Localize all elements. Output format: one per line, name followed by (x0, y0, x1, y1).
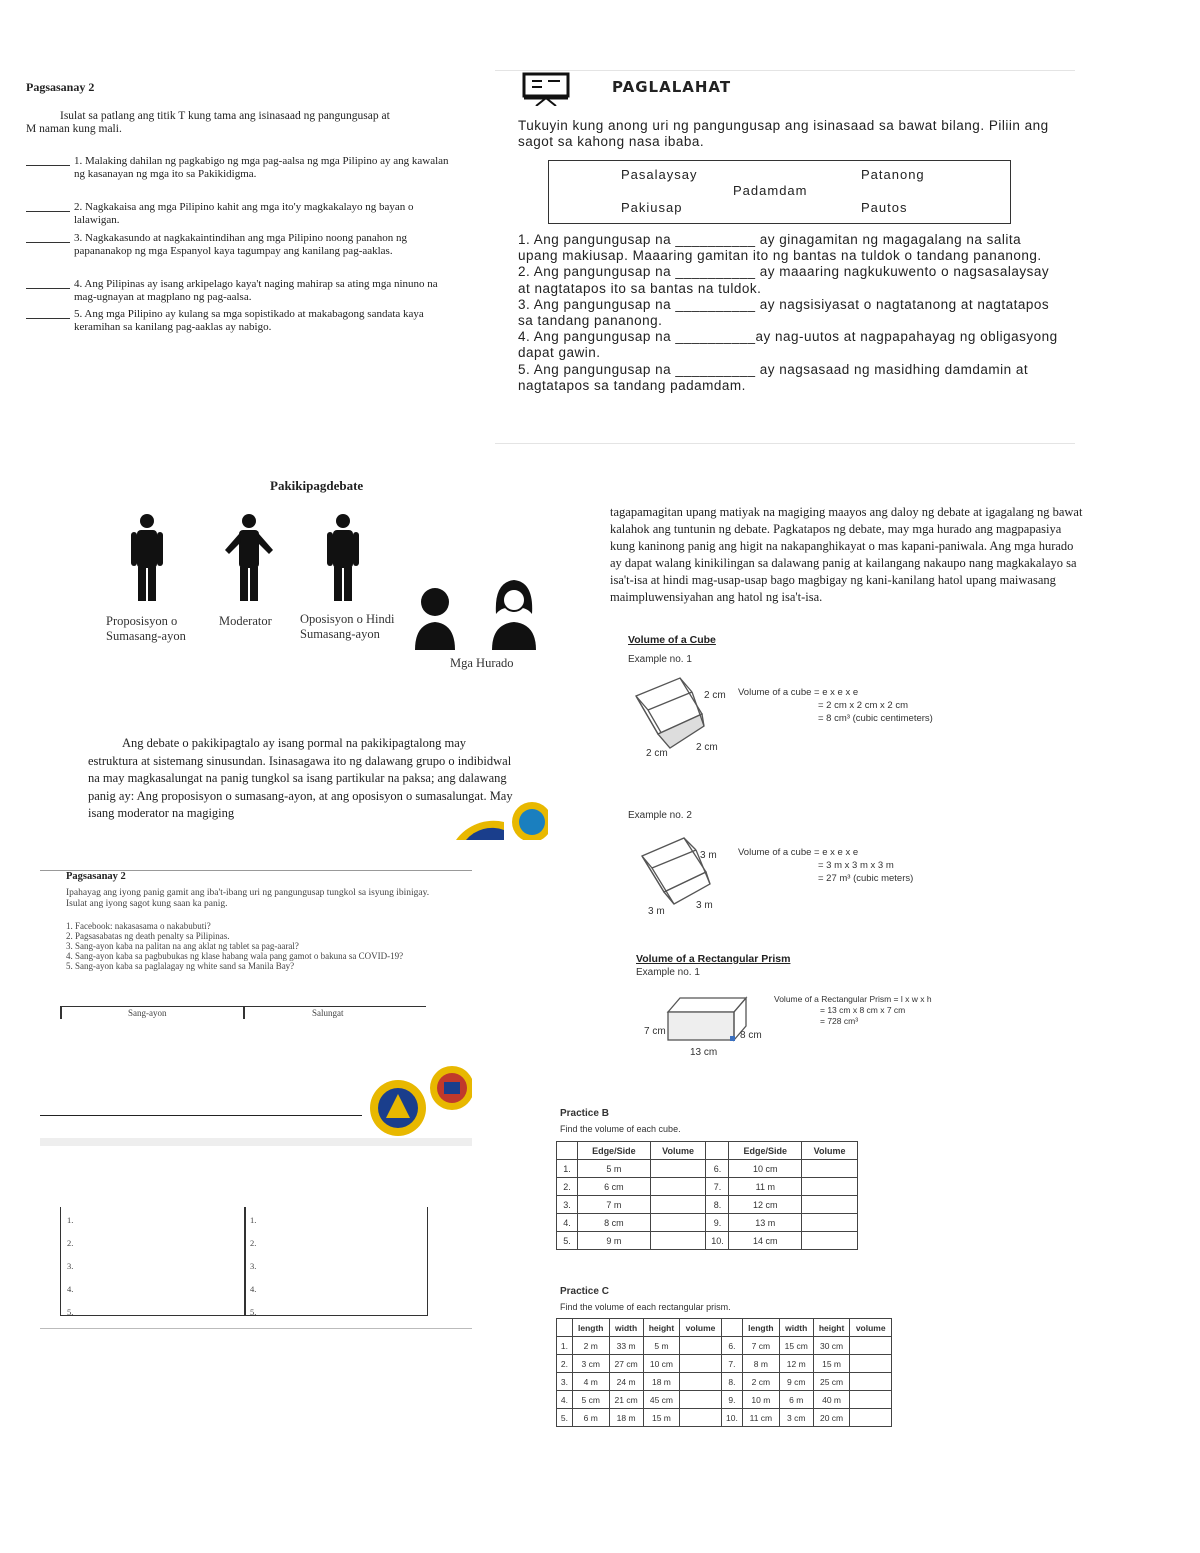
panel5-title: Pagsasanay 2 (66, 871, 126, 882)
issue-item: 2. Pagsasabatas ng death penalty sa Pilipinas. (66, 931, 230, 941)
col-sang-ayon: Sang-ayon (128, 1008, 167, 1018)
presentation-board-icon (520, 72, 576, 106)
example2-label: Example no. 2 (628, 810, 692, 821)
answer-cell[interactable] (680, 1409, 722, 1427)
practice-c-table (556, 1318, 892, 1427)
option-pasalaysay: Pasalaysay (621, 167, 698, 182)
answer-cell[interactable] (680, 1355, 722, 1373)
stance-answer-table (60, 1207, 428, 1316)
panel1-item: 4. Ang Pilipinas ay isang arkipelago kaya't naging mahirap sa ating mga ninuno na mag-ugnayan at magplano ng pag-aalsa. (26, 278, 456, 303)
practice-c-title: Practice C (560, 1286, 609, 1297)
ex2-dim: 3 m (648, 906, 665, 917)
answer-blank[interactable] (26, 201, 70, 212)
answer-cell[interactable] (680, 1337, 722, 1355)
panel1-item: 2. Nagkakaisa ang mga Pilipino kahit ang mga ito'y magkakalayo ng bayan o lalawigan. (26, 201, 456, 226)
answer-cell[interactable] (650, 1214, 706, 1232)
judge-female-icon (492, 580, 536, 650)
answer-cell[interactable] (802, 1196, 858, 1214)
paglalahat-item: 1. Ang pangungusap na __________ ay ginagamitan ng magagalang na salita upang makiusap. Maaaring gamitan ito ng bantas na tuldok o tandang pananong. (518, 232, 1042, 264)
table-row: 4. 8 cm 9. 13 m (557, 1214, 858, 1232)
stance-header (60, 1006, 426, 1019)
table-row: 3. 7 m 8. 12 cm (557, 1196, 858, 1214)
answer-cell[interactable] (850, 1391, 892, 1409)
panel5-issues (66, 921, 446, 971)
example1-label: Example no. 1 (628, 654, 692, 665)
answer-blank[interactable] (26, 278, 70, 289)
debate-paragraph: Ang debate o pakikipagtalo ay isang pormal na pakikipagtalong may estruktura at sistemang sinusundan. Isinasagawa ito ng dalawang grupo o indibidwal na may magkasalungat na panig tungkol sa isang partikular na paksa; ang dalawang panig ay: Ang proposisyon o sumasang-ayon, at ang oposisyon o sumasalungat. May isang moderator na magiging (88, 736, 513, 820)
panel1-item: 3. Nagkakasundo at nagkakaintindihan ang mga Pilipino noong panahon ng papananakop ng mga Espanyol kaya tagumpay ang kanilang pag-aaklas. (26, 232, 456, 257)
answer-blank[interactable] (26, 232, 70, 243)
prism-example-label: Example no. 1 (636, 967, 700, 978)
gray-band (40, 1138, 472, 1146)
label-oposisyon: Oposisyon o Hindi Sumasang-ayon (300, 612, 395, 641)
panel5-instruction: Ipahayag ang iyong panig gamit ang iba't-ibang uri ng pangungusap tungkol sa isyung ibinigay. Isulat ang iyong sagot kung saan ka panig. (66, 888, 430, 909)
ex1-calc: Volume of a cube = e x e x e = 2 cm x 2 cm x 2 cm = 8 cm³ (cubic centimeters) (738, 687, 933, 724)
deped-seals-icon (368, 1058, 472, 1138)
issue-item: 5. Sang-ayon kaba sa paglalagay ng white sand sa Manila Bay? (66, 961, 295, 971)
answer-cell[interactable] (850, 1355, 892, 1373)
ex2-calc: Volume of a cube = e x e x e = 3 m x 3 m x 3 m = 27 m³ (cubic meters) (738, 847, 914, 884)
table-header-row: length width height volume length width height volume (557, 1319, 892, 1337)
prism-width: 8 cm (740, 1030, 762, 1041)
answer-cell[interactable] (802, 1232, 858, 1250)
answer-line[interactable] (40, 1115, 362, 1116)
cube-diagram-1 (630, 672, 710, 752)
paglalahat-item: 2. Ang pangungusap na __________ ay maaaring nagkukuwento o nagsasalaysay at nagtatapos ito sa bantas na tuldok. (518, 264, 1050, 296)
ex1-dim: 2 cm (646, 748, 668, 759)
ex2-dim: 3 m (700, 850, 717, 861)
answer-cell[interactable] (650, 1178, 706, 1196)
practice-b-instruction: Find the volume of each cube. (560, 1124, 681, 1134)
paglalahat-title: PAGLALAHAT (612, 78, 732, 96)
table-row: 2. 6 cm 7. 11 m (557, 1178, 858, 1196)
answer-cell[interactable] (850, 1409, 892, 1427)
prism-length: 13 cm (690, 1047, 718, 1058)
label-hurado: Mga Hurado (450, 656, 514, 670)
moderator-icon (225, 514, 273, 601)
col-salungat: Salungat (312, 1008, 344, 1018)
option-pautos: Pautos (861, 200, 908, 215)
ex1-dim: 2 cm (696, 742, 718, 753)
paglalahat-item: 5. Ang pangungusap na __________ ay nagsasaad ng masidhing damdamin at nagtatapos sa tandang padamdam. (518, 361, 1029, 393)
table-row: 1. 5 m 6. 10 cm (557, 1160, 858, 1178)
ex2-dim: 3 m (696, 900, 713, 911)
right-answer-rows[interactable]: 1. 2. 3. 4. 5. (250, 1215, 257, 1317)
table-row: 5. 6 m 18 m 15 m 10. 11 cm 3 cm 20 cm (557, 1409, 892, 1427)
paglalahat-item: 3. Ang pangungusap na __________ ay nagsisiyasat o nagtatanong at nagtatapos sa tandang pananong. (518, 296, 1050, 329)
practice-b-title: Practice B (560, 1108, 609, 1119)
paglalahat-instruction: Tukuyin kung anong uri ng pangungusap ang isinasaad sa bawat bilang. Piliin ang sagot sa kahong nasa ibaba. (518, 118, 1049, 149)
answer-cell[interactable] (802, 1160, 858, 1178)
prism-height: 7 cm (644, 1026, 666, 1037)
table-row: 4. 5 cm 21 cm 45 cm 9. 10 m 6 m 40 m (557, 1391, 892, 1409)
person-icon (327, 514, 359, 601)
answer-cell[interactable] (802, 1178, 858, 1196)
issue-item: 3. Sang-ayon kaba na palitan na ang aklat ng tablet sa pag-aaral? (66, 941, 299, 951)
answer-cell[interactable] (802, 1214, 858, 1232)
judge-male-icon (415, 588, 455, 650)
answer-cell[interactable] (680, 1373, 722, 1391)
person-icon (131, 514, 163, 601)
prism-calc: Volume of a Rectangular Prism = l x w x h = 13 cm x 8 cm x 7 cm = 728 cm³ (774, 994, 932, 1026)
option-padamdam: Padamdam (733, 183, 808, 198)
prism-title: Volume of a Rectangular Prism (636, 953, 791, 965)
option-pakiusap: Pakiusap (621, 200, 683, 215)
left-answer-rows[interactable]: 1. 2. 3. 4. 5. (67, 1215, 74, 1317)
table-row: 1. 2 m 33 m 5 m 6. 7 cm 15 cm 30 cm (557, 1337, 892, 1355)
table-row: 2. 3 cm 27 cm 10 cm 7. 8 m 12 m 15 m (557, 1355, 892, 1373)
panel1-title: Pagsasanay 2 (26, 80, 95, 94)
practice-b-table (556, 1141, 858, 1250)
answer-cell[interactable] (850, 1373, 892, 1391)
paglalahat-item: 4. Ang pangungusap na __________ay nag-uutos at nagpapahayag ng obligasyong dapat gawin. (518, 329, 1058, 361)
option-patanong: Patanong (861, 167, 925, 182)
panel1-item: 1. Malaking dahilan ng pagkabigo ng mga pag-aalsa ng mga Pilipino ay ang kawalan ng kasanayan ng mga ito sa Pakikidigma. (26, 155, 456, 180)
debate-continued-paragraph: tagapamagitan upang matiyak na magiging maayos ang daloy ng debate at igagalang ng bawat kalahok ang tuntunin ng debate. Pagkatapos ng debate, may mga hurado ang magpapasiya kung kaninong panig ang higit na nakapanghikayat o mas kapani-paniwala. Ang mga hurado ay dapat walang kinikilingan sa dalawang panig at kailangang nakaupo nang magkakalayo sa isa't-isa at hindi mag-usap-usap bago magbigay ng kani-kanilang hatol upang maiwasang maimpluwensiyahan ang hatol ng isa't-isa. (610, 505, 1083, 604)
debate-title: Pakikipagdebate (270, 478, 364, 493)
answer-cell[interactable] (680, 1391, 722, 1409)
answer-blank[interactable] (26, 308, 70, 319)
panel5-bottom-line (40, 1328, 472, 1329)
paglalahat-items (518, 232, 1063, 394)
label-moderator: Moderator (219, 614, 272, 628)
answer-cell[interactable] (650, 1160, 706, 1178)
label-proposisyon: Proposisyon o Sumasang-ayon (106, 614, 186, 643)
panel1-item: 5. Ang mga Pilipino ay kulang sa mga sopistikado at makabagong sandata kaya keramihan sa kanilang pag-aaklas ay nabigo. (26, 308, 456, 333)
cube-diagram-2 (638, 832, 718, 908)
answer-cell[interactable] (650, 1232, 706, 1250)
cube-title: Volume of a Cube (628, 634, 716, 646)
table-row: 3. 4 m 24 m 18 m 8. 2 cm 9 cm 25 cm (557, 1373, 892, 1391)
answer-blank[interactable] (26, 155, 70, 166)
table-row: 5. 9 m 10. 14 cm (557, 1232, 858, 1250)
table-header-row: Edge/Side Volume Edge/Side Volume (557, 1142, 858, 1160)
answer-cell[interactable] (850, 1337, 892, 1355)
issue-item: 1. Facebook: nakasasama o nakabubuti? (66, 921, 211, 931)
practice-c-instruction: Find the volume of each rectangular prism. (560, 1302, 731, 1312)
answer-cell[interactable] (650, 1196, 706, 1214)
options-box (548, 160, 1011, 224)
issue-item: 4. Sang-ayon kaba sa pagbubukas ng klase habang wala pang gamot o bakuna sa COVID-19? (66, 951, 404, 961)
panel1-instruction: Isulat sa patlang ang titik T kung tama ang isinasaad ng pangungusap at M naman kung mali. (26, 110, 390, 135)
ex1-dim: 2 cm (704, 690, 726, 701)
school-seal-icon (452, 800, 548, 840)
